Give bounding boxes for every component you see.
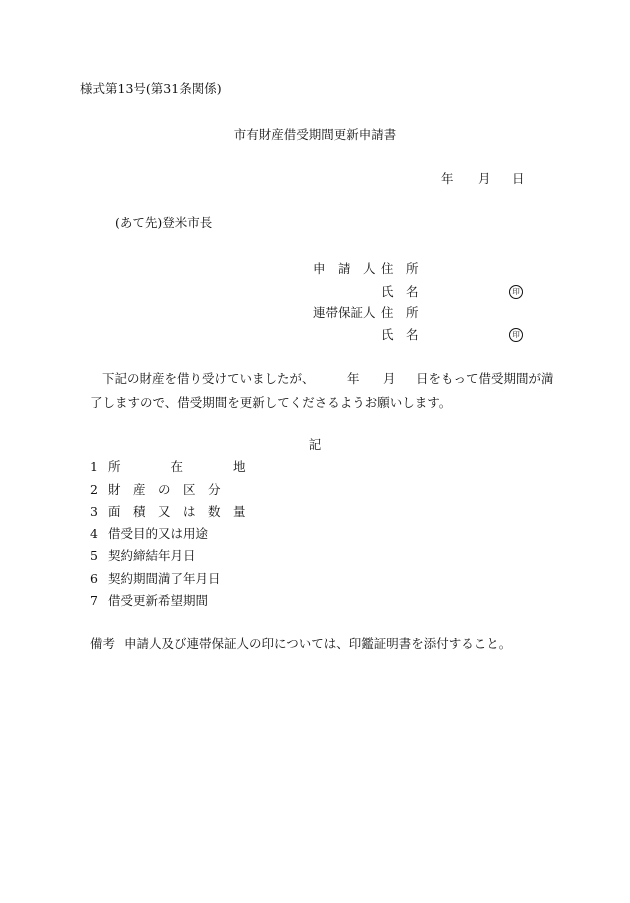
- body-line1-month: 月: [383, 371, 396, 386]
- item-number: 6: [90, 571, 98, 586]
- form-number: 様式第13号(第31条関係): [80, 81, 222, 96]
- item-label: 財 産 の 区 分: [108, 482, 221, 497]
- item-number: 5: [90, 548, 98, 563]
- applicant-name-label: 氏 名: [381, 284, 419, 299]
- body-line1-suffix: 日をもって借受期間が満: [416, 371, 554, 386]
- ki-heading: 記: [308, 437, 322, 452]
- item-label: 契約期間満了年月日: [108, 571, 221, 586]
- item-number: 4: [90, 526, 98, 541]
- item-number: 3: [90, 504, 98, 519]
- remarks-label: 備考: [90, 636, 116, 651]
- item-number: 1: [90, 459, 98, 474]
- item-label: 所 在 地: [108, 459, 246, 474]
- item-label: 借受更新希望期間: [108, 593, 209, 608]
- guarantor-address-label: 住 所: [381, 305, 419, 320]
- item-number: 2: [90, 482, 98, 497]
- addressee: (あて先)登米市長: [115, 215, 213, 230]
- item-label: 契約締結年月日: [108, 548, 196, 563]
- applicant-role-label: 申 請 人: [313, 261, 376, 276]
- document-title: 市有財産借受期間更新申請書: [233, 127, 397, 142]
- date-day-label: 日: [512, 171, 525, 186]
- body-line1-text: 下記の財産を借り受けていましたが、: [102, 371, 315, 386]
- item-label: 面 積 又 は 数 量: [108, 504, 246, 519]
- body-line1-year: 年: [347, 371, 360, 386]
- item-number: 7: [90, 593, 98, 608]
- applicant-seal-mark: 印: [509, 285, 523, 299]
- guarantor-seal-mark: 印: [509, 328, 523, 342]
- remarks-text: 申請人及び連帯保証人の印については、印鑑証明書を添付すること。: [124, 636, 512, 651]
- date-month-label: 月: [478, 171, 491, 186]
- date-year-label: 年: [441, 171, 454, 186]
- item-label: 借受目的又は用途: [108, 526, 209, 541]
- applicant-address-label: 住 所: [381, 261, 419, 276]
- body-line2-text: 了しますので、借受期間を更新してくださるようお願いします。: [90, 395, 452, 410]
- guarantor-role-label: 連帯保証人: [313, 305, 376, 320]
- guarantor-name-label: 氏 名: [381, 327, 419, 342]
